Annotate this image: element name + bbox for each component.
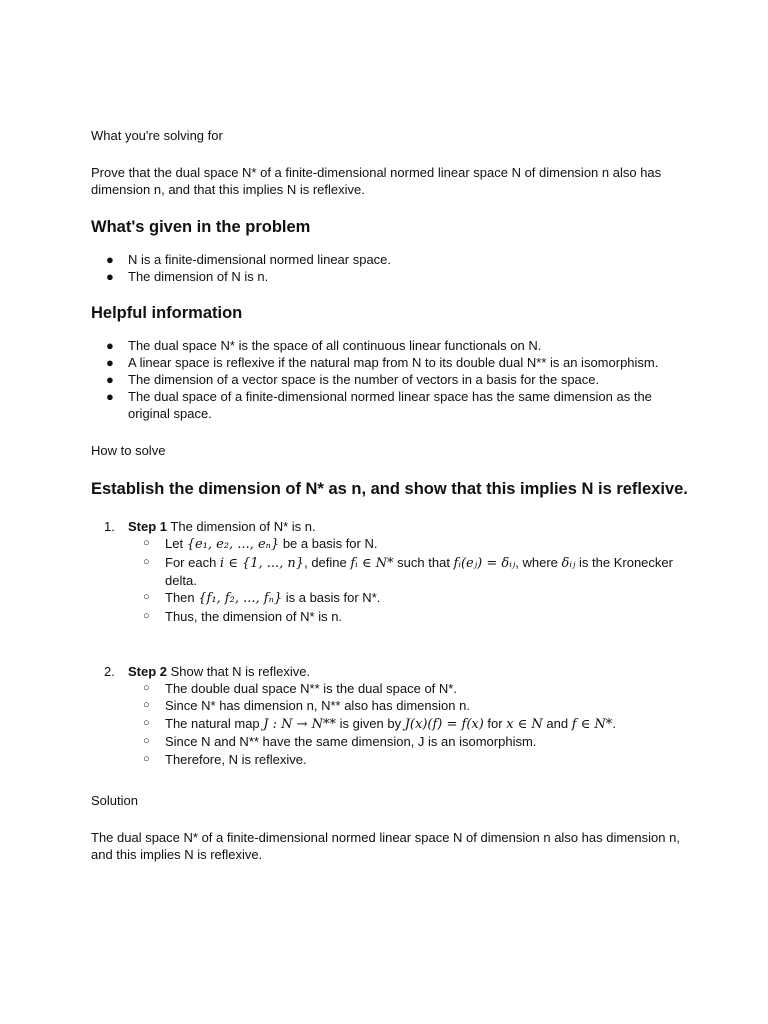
solution-text: The dual space N* of a finite-dimensional normed linear space N of dimension n also has dimension n, and this implies N is reflexive. [91, 829, 680, 862]
step-2 [104, 663, 691, 768]
substep: ○ For each i ∈ {1, ..., n}, define fᵢ ∈ N* such that fᵢ(eⱼ) = δᵢⱼ, where δᵢⱼ is the Kronecker delta. [143, 554, 673, 588]
substep: ○ Thus, the dimension of N* is n. [143, 608, 343, 624]
step-text: Show that N is reflexive. [170, 663, 311, 679]
circle-bullet-icon: ○ [143, 681, 150, 694]
step-2-substeps [128, 680, 691, 768]
substep: ○ Since N and N** have the same dimension, J is an isomorphism. [143, 734, 537, 749]
list-item: ● N is a finite-dimensional normed linear space. [106, 252, 392, 267]
bullet-icon: ● [106, 372, 114, 387]
problem-statement: Prove that the dual space N* of a finite-dimensional normed linear space N of dimension n also has dimension n, and that this implies N is reflexive. [91, 165, 662, 197]
circle-bullet-icon: ○ [143, 699, 150, 711]
step-1 [104, 518, 691, 625]
helpful-list [91, 337, 691, 422]
circle-bullet-icon: ○ [143, 537, 150, 549]
given-heading: What's given in the problem [91, 218, 311, 236]
bullet-icon: ● [106, 269, 114, 284]
substep: ○ The double dual space N** is the dual space of N*. [143, 680, 457, 696]
circle-bullet-icon: ○ [143, 591, 150, 603]
circle-bullet-icon: ○ [143, 752, 150, 765]
circle-bullet-icon: ○ [143, 609, 150, 622]
solving-label: What you're solving for [91, 128, 223, 143]
step-number: 2. [104, 663, 115, 679]
solution-label: Solution [91, 792, 138, 808]
list-item: ● The dimension of a vector space is the number of vectors in a basis for the space. [106, 372, 600, 387]
list-item: ● The dimension of N is n. [106, 269, 269, 284]
step-title: Step 1 [128, 519, 168, 534]
substep: ○ Let {e₁, e₂, ..., eₙ} be a basis for N. [143, 536, 378, 552]
step-text: The dimension of N* is n. [170, 519, 316, 534]
bullet-icon: ● [106, 252, 114, 267]
step-title: Step 2 [128, 663, 168, 679]
list-item: ● The dual space N* is the space of all continuous linear functionals on N. [106, 338, 542, 353]
given-list [91, 251, 691, 285]
how-label: How to solve [91, 443, 166, 458]
circle-bullet-icon: ○ [143, 555, 150, 568]
document-body [91, 127, 691, 882]
list-item: ● A linear space is reflexive if the natural map from N to its double dual N** is an isomorphism. [106, 355, 659, 370]
substep: ○ Then {f₁, f₂, ..., fₙ} is a basis for N*. [143, 590, 381, 606]
steps-list [91, 518, 691, 768]
list-item: ● The dual space of a finite-dimensional normed linear space has the same dimension as the original space. [106, 389, 652, 421]
substep: ○ Therefore, N is reflexive. [143, 751, 307, 767]
substep: ○ Since N* has dimension n, N** also has dimension n. [143, 698, 470, 713]
strategy-heading: Establish the dimension of N* as n, and show that this implies N is reflexive. [91, 480, 688, 498]
helpful-heading: Helpful information [91, 304, 243, 322]
bullet-icon: ● [106, 338, 114, 353]
substep: ○ The natural map J : N → N** is given by J(x)(f) = f(x) for x ∈ N and f ∈ N*. [143, 715, 616, 732]
bullet-icon: ● [106, 389, 114, 404]
step-1-substeps [128, 535, 691, 625]
bullet-icon: ● [106, 355, 114, 370]
step-number: 1. [104, 519, 115, 534]
circle-bullet-icon: ○ [143, 716, 150, 729]
circle-bullet-icon: ○ [143, 735, 150, 747]
